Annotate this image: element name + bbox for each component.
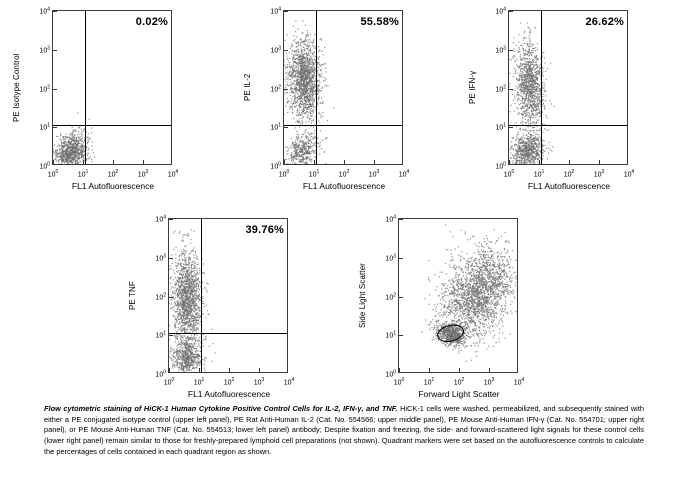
panel-il2-xtick [344, 160, 345, 164]
panel-scatter-ytick-label: $10^0$ [385, 369, 396, 379]
panel-isotype-ytick-label: $10^4$ [39, 6, 50, 16]
panel-scatter-xtick [399, 368, 400, 372]
panel-ifng-ytick [509, 89, 513, 90]
panel-tnf-xtick-label: $10^0$ [163, 377, 175, 387]
panel-ifng-plot-area[interactable] [508, 10, 628, 165]
panel-isotype-points [53, 11, 172, 165]
panel-scatter-xtick-label: $10^0$ [393, 377, 405, 387]
panel-il2-xtick-label: $10^3$ [368, 169, 380, 179]
panel-tnf-xtick [199, 368, 200, 372]
panel-isotype-xtick-label: $10^2$ [107, 169, 119, 179]
panel-ifng-xtick [569, 160, 570, 164]
panel-ifng-points [509, 11, 628, 165]
figure-caption [44, 404, 644, 458]
panel-ifng-xtick [599, 160, 600, 164]
panel-tnf-xtick-label: $10^2$ [223, 377, 235, 387]
panel-tnf-xtick [229, 368, 230, 372]
panel-scatter-ytick [399, 297, 403, 298]
panel-isotype-ytick-label: $10^2$ [39, 83, 50, 94]
panel-ifng-xtick-label: $10^0$ [503, 169, 515, 179]
panel-il2-xtick [374, 160, 375, 164]
panel-tnf-quadrant-vline[interactable] [201, 219, 202, 373]
panel-isotype-yaxis-label: PE Isotype Control [12, 53, 21, 122]
panel-scatter-ytick [399, 258, 403, 259]
panel-il2-ytick-label: $10^3$ [270, 45, 281, 55]
panel-ifng [468, 6, 635, 191]
panel-ifng-ytick-label: $10^4$ [495, 6, 506, 16]
panel-ifng-xtick-label: $10^2$ [563, 169, 575, 179]
panel-il2-ytick [284, 127, 288, 128]
panel-ifng-ytick-label: $10^1$ [495, 122, 506, 132]
panel-tnf-xtick-label: $10^1$ [193, 377, 205, 387]
panel-tnf-points [169, 219, 288, 373]
panel-ifng-quadrant-percent: 26.62% [585, 16, 624, 28]
panel-il2-quadrant-hline[interactable] [284, 125, 403, 126]
panel-ifng-quadrant-hline[interactable] [509, 125, 628, 126]
panel-il2-ytick-label: $10^2$ [270, 83, 281, 94]
panel-isotype-xtick [113, 160, 114, 164]
panel-il2-xtick-label: $10^2$ [338, 169, 350, 179]
panel-isotype-ytick-label: $10^1$ [39, 122, 50, 132]
panel-ifng-xtick-label: $10^1$ [533, 169, 545, 179]
panel-scatter-xtick-label: $10^3$ [483, 377, 495, 387]
panel-ifng-ytick-label: $10^3$ [495, 45, 506, 55]
panel-isotype-xtick-label: $10^0$ [47, 169, 59, 179]
panel-il2-xtick [314, 160, 315, 164]
panel-ifng-ytick [509, 127, 513, 128]
panel-ifng-ytick [509, 11, 513, 12]
panel-scatter-ytick [399, 219, 403, 220]
panel-tnf-ytick [169, 219, 173, 220]
panel-tnf-xaxis-label: FL1 Autofluorescence [187, 389, 271, 399]
panel-isotype-xtick [143, 160, 144, 164]
panel-tnf-ytick [169, 297, 173, 298]
panel-scatter-xtick-label: $10^4$ [513, 377, 525, 387]
panel-ifng-ytick-label: $10^0$ [495, 161, 506, 171]
panel-isotype-quadrant-percent: 0.02% [135, 16, 168, 28]
panel-tnf-xtick-label: $10^3$ [253, 377, 265, 387]
panel-isotype-ytick [53, 89, 57, 90]
panel-tnf-xtick-label: $10^4$ [283, 377, 295, 387]
panel-ifng-yaxis-label: PE IFN-γ [468, 70, 477, 105]
panel-il2-plot-area[interactable] [283, 10, 403, 165]
panel-scatter-yaxis-label: Side Light Scatter [358, 263, 367, 328]
panel-il2-xtick [284, 160, 285, 164]
panel-isotype-ytick-label: $10^3$ [39, 45, 50, 55]
panel-isotype-ytick-label: $10^0$ [39, 161, 50, 171]
panel-il2-quadrant-vline[interactable] [316, 11, 317, 165]
panel-tnf-xtick [259, 368, 260, 372]
panel-scatter-xtick [489, 368, 490, 372]
panel-scatter-xtick [459, 368, 460, 372]
panel-tnf-xtick [169, 368, 170, 372]
panel-isotype-quadrant-hline[interactable] [53, 125, 172, 126]
caption-lead: Flow cytometric staining of HiCK-1 Human Cytokine Positive Control Cells for IL-2, IFN-γ, and TNF. [44, 404, 398, 413]
panel-tnf-quadrant-percent: 39.76% [245, 224, 284, 236]
caption-body: HiCK-1 cells were washed, permeabilized, and subsequently stained with either a PE conjugated isotype control (upper left panel), PE Rat Anti-Human IL-2 (Cat. No. 554566; upper middle panel), PE Mouse Anti-Human IFN-γ (Cat. No. 554701; upper right panel), or PE Mouse Anti-Human TNF (Cat. No. 554513; lower left panel) antibody; Despite fixation and freezing, the side- and forward-scattered light signals for these control cells (lower right panel) remain similar to those for freshly-prepared lymphoid cell preparations (not shown). Quadrant markers were set based on the autofluorescence controls to calculate the percentages of cells contained in each quadrant region as shown. [44, 404, 644, 456]
panel-scatter-xtick-label: $10^2$ [453, 377, 465, 387]
panel-il2-ytick [284, 89, 288, 90]
panel-ifng-quadrant-vline[interactable] [541, 11, 542, 165]
panel-il2-xtick-label: $10^1$ [308, 169, 320, 179]
panel-il2-quadrant-percent: 55.58% [360, 16, 399, 28]
panel-scatter-points [399, 219, 518, 373]
panel-il2-ytick [284, 11, 288, 12]
panel-il2-ytick-label: $10^1$ [270, 122, 281, 132]
panel-ifng-ytick-label: $10^2$ [495, 83, 506, 94]
panel-tnf-ytick-label: $10^0$ [155, 369, 166, 379]
panel-il2-points [284, 11, 403, 165]
panel-il2-ytick-label: $10^4$ [270, 6, 281, 16]
panel-tnf-plot-area[interactable] [168, 218, 288, 373]
panel-scatter-xtick-label: $10^1$ [423, 377, 435, 387]
panel-tnf [128, 214, 295, 399]
panel-scatter [358, 214, 525, 399]
panel-isotype-xtick [83, 160, 84, 164]
panel-isotype-xtick-label: $10^1$ [77, 169, 89, 179]
panel-tnf-ytick-label: $10^2$ [155, 291, 166, 302]
panel-isotype-plot-area[interactable] [52, 10, 172, 165]
panel-isotype-ytick [53, 127, 57, 128]
panel-tnf-ytick [169, 258, 173, 259]
panel-isotype-xtick-label: $10^3$ [137, 169, 149, 179]
panel-il2-yaxis-label: PE IL-2 [243, 73, 252, 102]
panel-isotype-xaxis-label: FL1 Autofluorescence [71, 181, 155, 191]
panel-tnf-ytick-label: $10^1$ [155, 330, 166, 340]
panel-scatter-ytick-label: $10^3$ [385, 253, 396, 263]
panel-il2-xtick-label: $10^0$ [278, 169, 290, 179]
panel-il2 [243, 6, 410, 191]
panel-scatter-xaxis-label: Forward Light Scatter [418, 389, 500, 399]
panel-isotype-ytick [53, 50, 57, 51]
panel-scatter-ytick-label: $10^2$ [385, 291, 396, 302]
panel-ifng-xtick [539, 160, 540, 164]
panel-tnf-ytick [169, 335, 173, 336]
panel-scatter-ytick [399, 335, 403, 336]
panel-isotype-xtick-label: $10^4$ [167, 169, 179, 179]
panel-ifng-xaxis-label: FL1 Autofluorescence [527, 181, 611, 191]
panel-scatter-plot-area[interactable] [398, 218, 518, 373]
panel-ifng-xtick-label: $10^4$ [623, 169, 635, 179]
panel-ifng-xtick-label: $10^3$ [593, 169, 605, 179]
panel-il2-ytick-label: $10^0$ [270, 161, 281, 171]
panel-il2-xaxis-label: FL1 Autofluorescence [302, 181, 386, 191]
panel-tnf-quadrant-hline[interactable] [169, 333, 288, 334]
panel-isotype-xtick [53, 160, 54, 164]
panel-ifng-xtick [509, 160, 510, 164]
panel-il2-ytick [284, 50, 288, 51]
panel-il2-xtick-label: $10^4$ [398, 169, 410, 179]
panel-isotype-ytick [53, 11, 57, 12]
panel-isotype-quadrant-vline[interactable] [85, 11, 86, 165]
panel-ifng-ytick [509, 50, 513, 51]
panel-isotype [12, 6, 179, 191]
panel-tnf-yaxis-label: PE TNF [128, 281, 137, 310]
panel-tnf-ytick-label: $10^3$ [155, 253, 166, 263]
panel-tnf-ytick-label: $10^4$ [155, 214, 166, 224]
panel-scatter-xtick [429, 368, 430, 372]
panel-scatter-ytick-label: $10^1$ [385, 330, 396, 340]
panel-scatter-ytick-label: $10^4$ [385, 214, 396, 224]
